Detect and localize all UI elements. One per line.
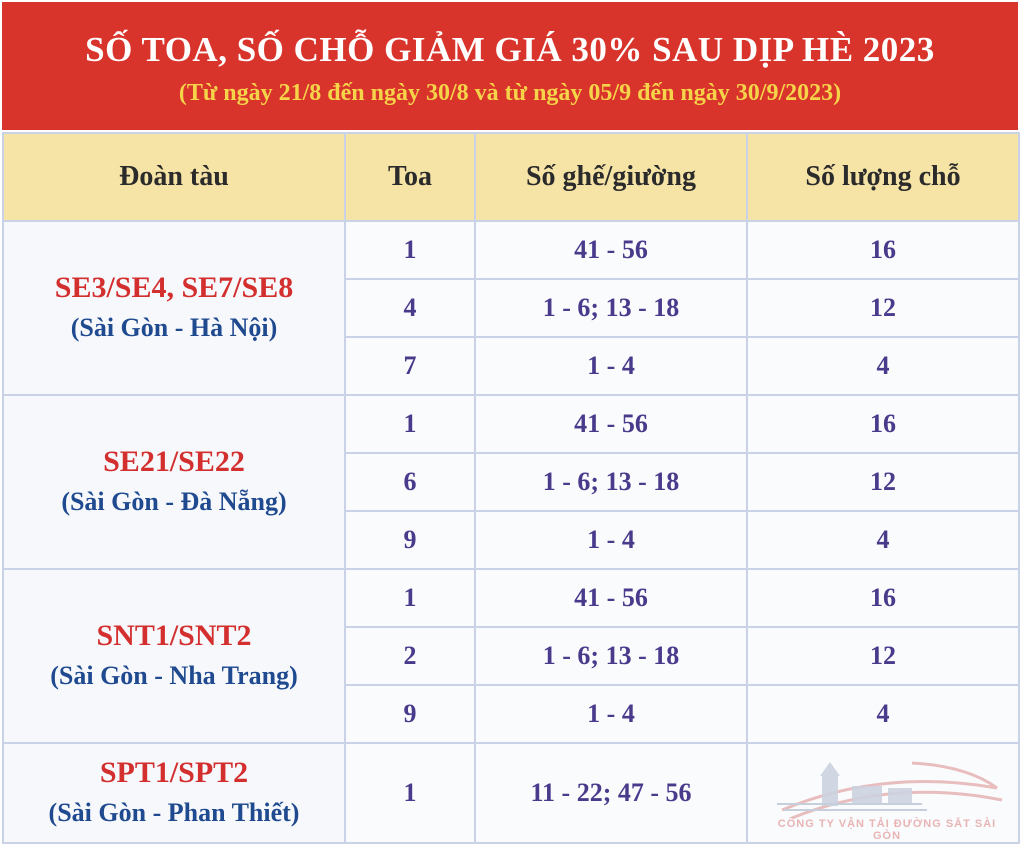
seat-count — [747, 743, 1019, 843]
seat-count: 4 — [747, 511, 1019, 569]
table-row — [3, 569, 1019, 627]
car-number: 1 — [345, 395, 475, 453]
header-row — [3, 133, 1019, 221]
seat-range: 41 - 56 — [475, 395, 747, 453]
train-name: SNT1/SNT2 — [96, 619, 252, 652]
seat-table — [2, 132, 1020, 844]
page-title: SỐ TOA, SỐ CHỖ GIẢM GIÁ 30% SAU DỊP HÈ 2023 — [85, 30, 935, 69]
seat-range: 1 - 6; 13 - 18 — [475, 453, 747, 511]
table-row — [3, 221, 1019, 279]
table-row — [3, 743, 1019, 843]
seat-range: 41 - 56 — [475, 569, 747, 627]
car-number: 7 — [345, 337, 475, 395]
logo-caption: CÔNG TY VẬN TẢI ĐƯỜNG SẮT SÀI GÒN — [777, 818, 997, 842]
train-cell — [3, 221, 345, 395]
seat-range: 1 - 4 — [475, 511, 747, 569]
seat-range: 1 - 4 — [475, 685, 747, 743]
seat-count: 4 — [747, 685, 1019, 743]
train-name: SE21/SE22 — [103, 445, 245, 478]
train-name: SPT1/SPT2 — [99, 756, 249, 789]
seat-count: 16 — [747, 221, 1019, 279]
seat-count: 16 — [747, 395, 1019, 453]
train-route: (Sài Gòn - Hà Nội) — [70, 313, 278, 342]
seat-range: 11 - 22; 47 - 56 — [475, 743, 747, 843]
train-route: (Sài Gòn - Phan Thiết) — [48, 798, 300, 827]
seat-range: 1 - 6; 13 - 18 — [475, 627, 747, 685]
train-logo-icon — [762, 748, 1012, 828]
seat-range: 1 - 6; 13 - 18 — [475, 279, 747, 337]
car-number: 4 — [345, 279, 475, 337]
title-banner — [2, 2, 1018, 130]
car-number: 1 — [345, 743, 475, 843]
train-cell — [3, 395, 345, 569]
table-row — [3, 395, 1019, 453]
seat-count: 16 — [747, 569, 1019, 627]
car-number: 1 — [345, 221, 475, 279]
railway-company-logo-icon — [762, 748, 1012, 848]
car-number: 2 — [345, 627, 475, 685]
train-route: (Sài Gòn - Đà Nẵng) — [61, 487, 287, 516]
train-route: (Sài Gòn - Nha Trang) — [50, 661, 298, 690]
car-number: 9 — [345, 685, 475, 743]
seat-range: 41 - 56 — [475, 221, 747, 279]
seat-count: 4 — [747, 337, 1019, 395]
train-name: SE3/SE4, SE7/SE8 — [54, 271, 294, 304]
car-number: 6 — [345, 453, 475, 511]
column-header-car: Toa — [345, 133, 475, 221]
seat-count: 12 — [747, 453, 1019, 511]
column-header-train: Đoàn tàu — [3, 133, 345, 221]
column-header-seats: Số ghế/giường — [475, 133, 747, 221]
car-number: 9 — [345, 511, 475, 569]
date-range-subtitle: (Từ ngày 21/8 đến ngày 30/8 và từ ngày 05/9 đến ngày 30/9/2023) — [178, 80, 842, 106]
column-header-count: Số lượng chỗ — [747, 133, 1019, 221]
train-cell — [3, 569, 345, 743]
seat-count: 12 — [747, 627, 1019, 685]
car-number: 1 — [345, 569, 475, 627]
seat-range: 1 - 4 — [475, 337, 747, 395]
seat-count: 12 — [747, 279, 1019, 337]
train-cell — [3, 743, 345, 843]
